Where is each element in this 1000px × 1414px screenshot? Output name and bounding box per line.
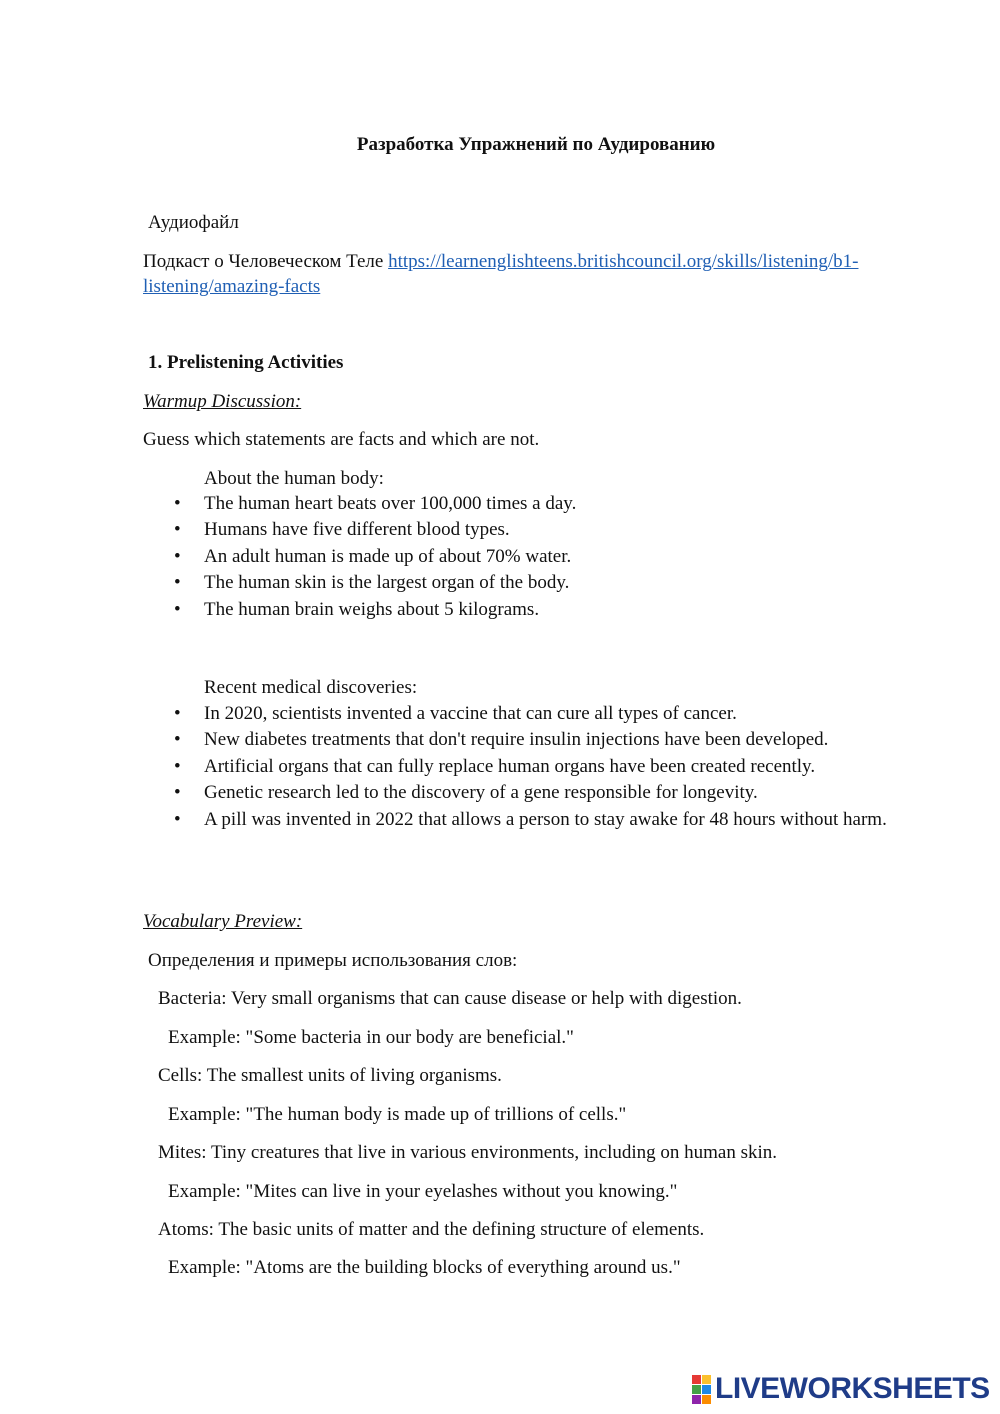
podcast-link[interactable]: https://learnenglishteens.britishcouncil.org/skills/listening/b1- (388, 251, 859, 272)
vocab-definition-atoms: Atoms: The basic units of matter and the defining structure of elements. (158, 1219, 705, 1240)
logo-text: LIVEWORKSHEETS (715, 1372, 990, 1405)
list-item: • Artificial organs that can fully replace human organs have been created recently. (174, 755, 816, 777)
vocab-example-cells: Example: "The human body is made up of trillions of cells." (168, 1104, 627, 1125)
vocab-definition-cells: Cells: The smallest units of living organisms. (158, 1065, 502, 1086)
vocabulary-intro: Определения и примеры использования слов: (148, 950, 518, 971)
list-item: • Genetic research led to the discovery of a gene responsible for longevity. (174, 782, 758, 804)
podcast-link-continued[interactable]: listening/amazing-facts (143, 276, 321, 297)
logo-square (702, 1375, 711, 1384)
vocab-example-bacteria: Example: "Some bacteria in our body are beneficial." (168, 1027, 574, 1048)
logo-square (692, 1395, 701, 1404)
list-item: • The human skin is the largest organ of the body. (174, 572, 570, 594)
liveworksheets-logo[interactable] (692, 1374, 990, 1404)
human-body-list (0, 491, 576, 623)
list-item: • An adult human is made up of about 70% water. (174, 545, 572, 567)
list-item: • In 2020, scientists invented a vaccine that can cure all types of cancer. (174, 703, 737, 724)
logo-mark-icon (692, 1375, 711, 1404)
logo-square (692, 1375, 701, 1384)
vocab-example-mites: Example: "Mites can live in your eyelashes without you knowing." (168, 1181, 678, 1202)
warmup-label: Warmup Discussion: (143, 391, 302, 412)
audio-label: Аудиофайл (148, 212, 239, 233)
group-title-medical: Recent medical discoveries: (204, 677, 418, 698)
podcast-label: Подкаст о Человеческом Теле (143, 251, 384, 272)
list-item: • New diabetes treatments that don't require insulin injections have been developed. (174, 729, 829, 751)
vocab-definition-mites: Mites: Tiny creatures that live in various environments, including on human skin. (158, 1142, 778, 1163)
list-item: • The human brain weighs about 5 kilograms. (174, 598, 540, 620)
logo-square (692, 1385, 701, 1394)
section-heading: 1. Prelistening Activities (148, 352, 344, 373)
medical-discoveries-list (0, 701, 894, 832)
list-item: • Humans have five different blood types. (174, 519, 510, 541)
vocab-definition-bacteria: Bacteria: Very small organisms that can cause disease or help with digestion. (158, 988, 742, 1009)
warmup-instruction: Guess which statements are facts and which are not. (143, 429, 540, 450)
logo-square (702, 1395, 711, 1404)
page-title: Разработка Упражнений по Аудированию (356, 134, 716, 155)
list-item: • A pill was invented in 2022 that allows a person to stay awake for 48 hours without harm. (174, 808, 887, 830)
logo-square (702, 1385, 711, 1394)
list-item: • The human heart beats over 100,000 times a day. (174, 493, 577, 514)
vocabulary-label: Vocabulary Preview: (143, 911, 303, 932)
vocab-example-atoms: Example: "Atoms are the building blocks of everything around us." (168, 1257, 681, 1278)
group-title-human-body: About the human body: (204, 468, 384, 489)
podcast-line (143, 251, 858, 274)
